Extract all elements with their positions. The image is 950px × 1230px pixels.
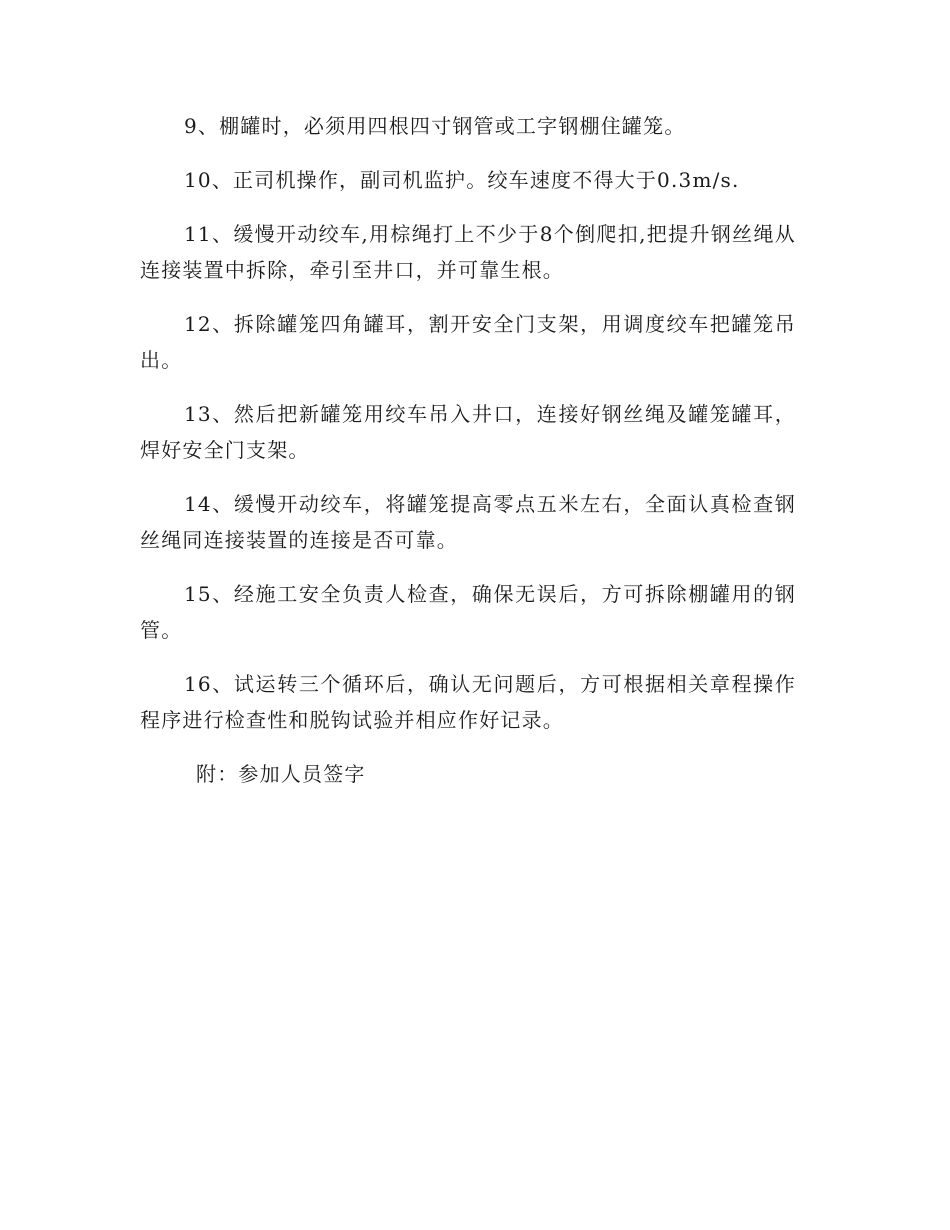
- document-body: [140, 108, 796, 810]
- paragraph-item-10: 10、正司机操作，副司机监护。绞车速度不得大于0.3m/s.: [184, 168, 740, 192]
- paragraph-item-16: 16、试运转三个循环后，确认无问题后，方可根据相关章程操作程序进行检查性和脱钩试验并相应作好记录。: [140, 672, 796, 732]
- paragraph-item-14: 14、缓慢开动绞车，将罐笼提高零点五米左右，全面认真检查钢丝绳同连接装置的连接是否可靠。: [140, 492, 796, 552]
- paragraph-item-13: 13、然后把新罐笼用绞车吊入井口，连接好钢丝绳及罐笼罐耳，焊好安全门支架。: [140, 402, 796, 462]
- paragraph-item-11: 11、缓慢开动绞车,用棕绳打上不少于8个倒爬扣,把提升钢丝绳从连接装置中拆除，牵引至井口，并可靠生根。: [140, 222, 796, 282]
- attendee-signature-note: 附：参加人员签字: [196, 762, 366, 786]
- paragraph-item-15: 15、经施工安全负责人检查，确保无误后，方可拆除棚罐用的钢管。: [140, 582, 796, 642]
- paragraph-item-9: 9、棚罐时，必须用四根四寸钢管或工字钢棚住罐笼。: [184, 114, 686, 138]
- paragraph-item-12: 12、拆除罐笼四角罐耳，割开安全门支架，用调度绞车把罐笼吊出。: [140, 312, 796, 372]
